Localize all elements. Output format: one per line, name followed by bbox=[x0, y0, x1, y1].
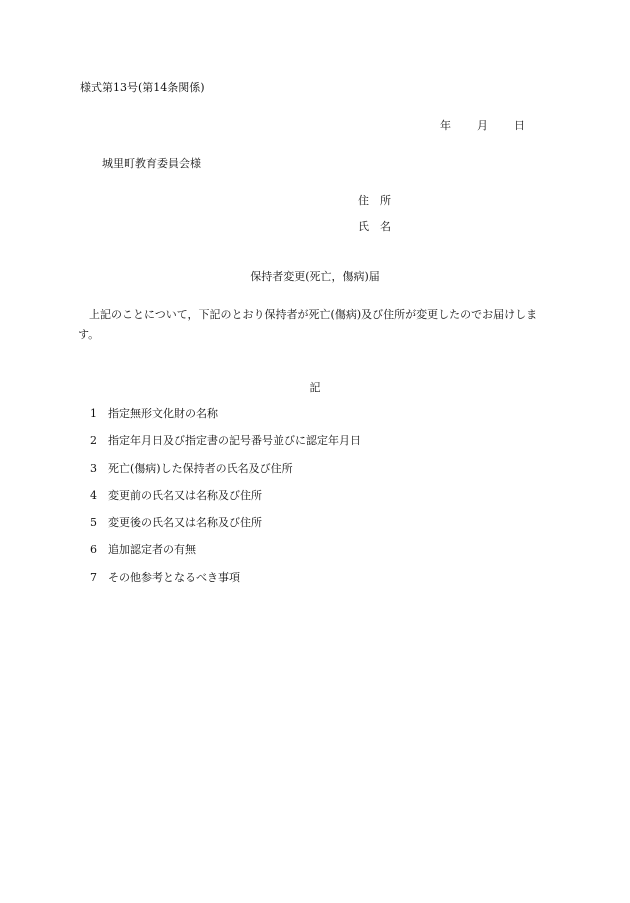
ki-heading: 記 bbox=[309, 381, 321, 394]
date-line bbox=[440, 119, 525, 133]
item-number: 7 bbox=[90, 570, 97, 584]
form-number: 様式第13号(第14条関係) bbox=[80, 81, 205, 94]
item-text: 指定無形文化財の名称 bbox=[108, 407, 218, 420]
list-item bbox=[90, 571, 361, 598]
date-month: 月 bbox=[477, 119, 488, 132]
item-text: 変更後の氏名又は名称及び住所 bbox=[108, 516, 262, 530]
item-number: 5 bbox=[90, 516, 97, 530]
item-text: 指定年月日及び指定書の記号番号並びに認定年月日 bbox=[108, 434, 361, 448]
name-label: 氏 名 bbox=[358, 220, 391, 233]
list-item bbox=[90, 516, 361, 543]
item-list bbox=[90, 407, 361, 598]
list-item bbox=[90, 434, 361, 461]
item-text: 追加認定者の有無 bbox=[108, 543, 196, 557]
item-text: 変更前の氏名又は名称及び住所 bbox=[108, 488, 262, 502]
item-number: 2 bbox=[90, 434, 97, 448]
list-item bbox=[90, 543, 361, 570]
date-year: 年 bbox=[440, 119, 451, 132]
list-item bbox=[90, 462, 361, 489]
document-title: 保持者変更(死亡，傷病)届 bbox=[250, 270, 380, 283]
item-number: 1 bbox=[90, 407, 97, 420]
recipient: 城里町教育委員会様 bbox=[102, 157, 201, 170]
item-number: 4 bbox=[90, 488, 97, 502]
item-number: 6 bbox=[90, 543, 97, 557]
list-item bbox=[90, 407, 361, 434]
list-item bbox=[90, 489, 361, 516]
body-text: 上記のことについて，下記のとおり保持者が死亡(傷病)及び住所が変更したのでお届けします。 bbox=[78, 308, 538, 341]
item-text: 死亡(傷病)した保持者の氏名及び住所 bbox=[108, 461, 293, 475]
date-day: 日 bbox=[514, 119, 525, 132]
address-label: 住 所 bbox=[358, 194, 391, 207]
item-number: 3 bbox=[90, 461, 97, 475]
item-text: その他参考となるべき事項 bbox=[108, 570, 240, 584]
